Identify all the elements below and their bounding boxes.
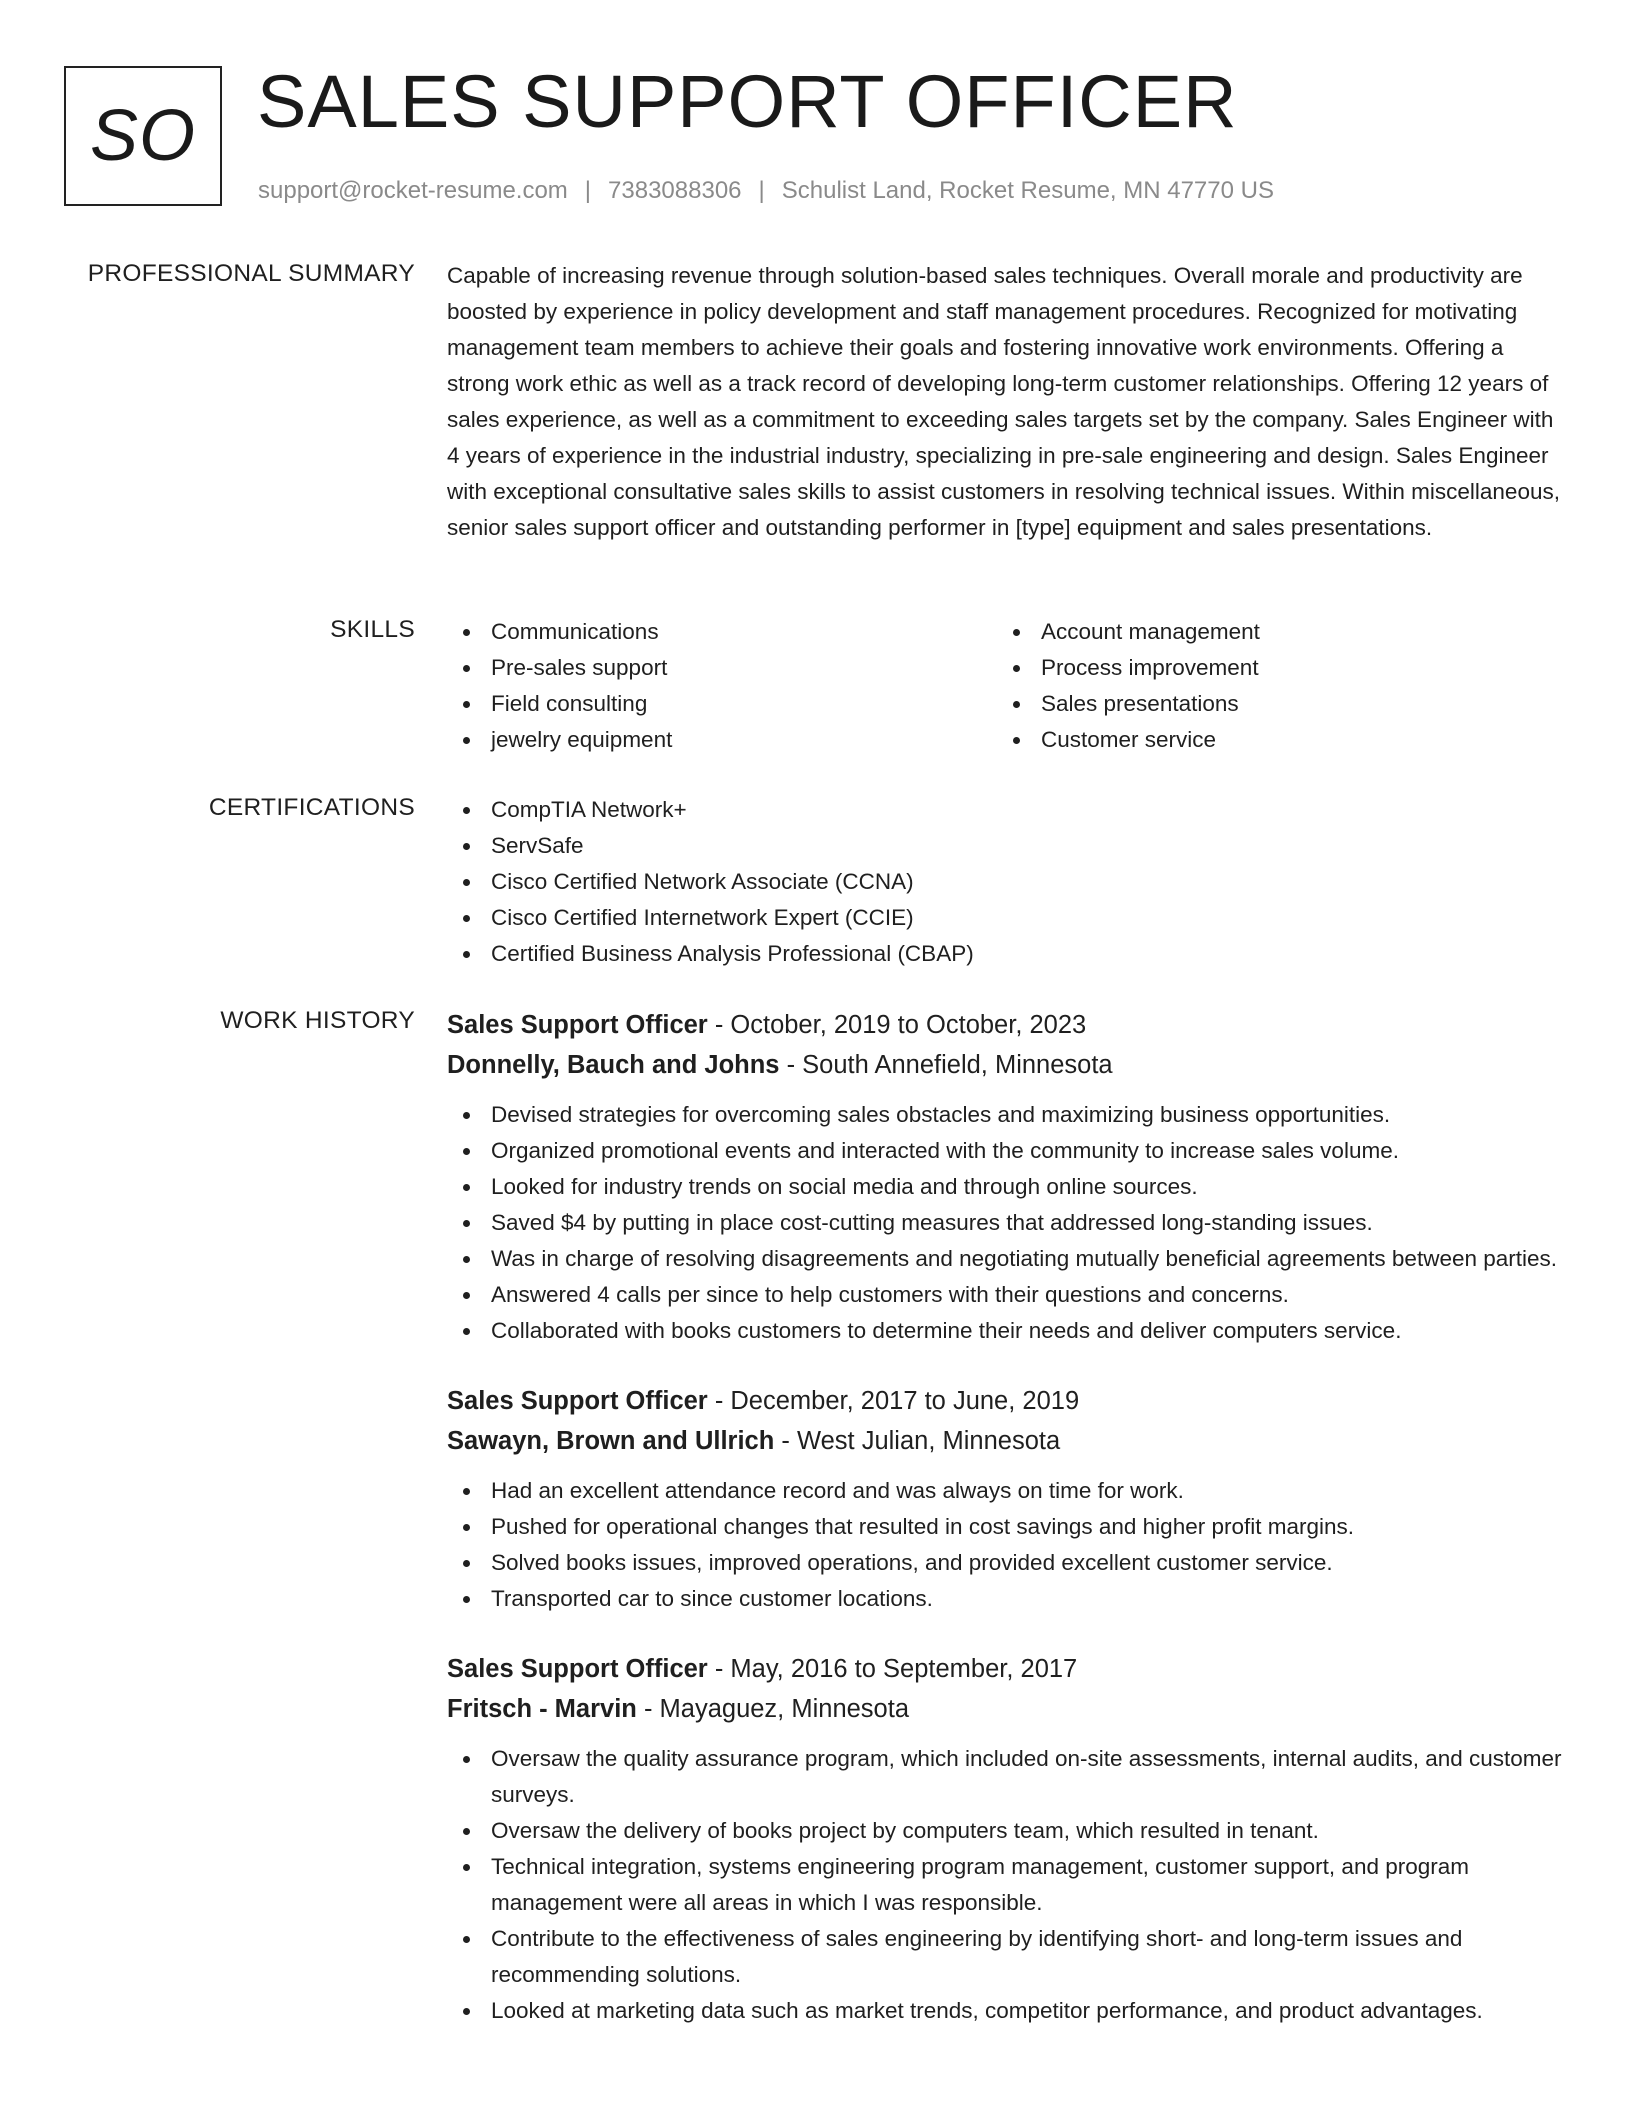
job-bullet: Answered 4 calls per since to help customers with their questions and concerns. — [447, 1277, 1567, 1313]
page-title: SALES SUPPORT OFFICER — [257, 60, 1238, 143]
job-bullet: Looked for industry trends on social media and through online sources. — [447, 1169, 1567, 1205]
skills-grid — [447, 614, 1567, 758]
job-bullet: Contribute to the effectiveness of sales engineering by identifying short- and long-term issues and recommending solutions. — [447, 1921, 1567, 1993]
work-history-body — [447, 1005, 1567, 2061]
section-label-skills: SKILLS — [330, 616, 415, 643]
contact-email[interactable]: support@rocket-resume.com — [258, 177, 568, 204]
job-bullet: Devised strategies for overcoming sales obstacles and maximizing business opportunities. — [447, 1097, 1567, 1133]
job-bullet: Had an excellent attendance record and was always on time for work. — [447, 1473, 1567, 1509]
skills-list-left — [447, 614, 997, 758]
job-title: Sales Support Officer — [447, 1387, 708, 1415]
job-company-line — [447, 1045, 1567, 1085]
job-entry — [447, 1005, 1567, 1349]
skill-item: Field consulting — [447, 686, 997, 722]
job-bullets — [447, 1473, 1567, 1617]
skill-item: Communications — [447, 614, 997, 650]
job-entry — [447, 1381, 1567, 1617]
job-bullet: Transported car to since customer locations. — [447, 1581, 1567, 1617]
skill-item: Sales presentations — [997, 686, 1547, 722]
job-dates: - May, 2016 to September, 2017 — [707, 1655, 1078, 1683]
job-bullet: Saved $4 by putting in place cost-cutting measures that addressed long-standing issues. — [447, 1205, 1567, 1241]
job-company: Sawayn, Brown and Ullrich — [447, 1427, 775, 1455]
job-dates: - December, 2017 to June, 2019 — [707, 1387, 1080, 1415]
job-bullet: Organized promotional events and interacted with the community to increase sales volume. — [447, 1133, 1567, 1169]
certification-item: Cisco Certified Internetwork Expert (CCIE) — [447, 900, 1567, 936]
job-location: - South Annefield, Minnesota — [779, 1051, 1113, 1079]
job-bullet: Oversaw the quality assurance program, which included on-site assessments, internal audits, and customer surveys. — [447, 1741, 1567, 1813]
job-title-line — [447, 1381, 1567, 1421]
skill-item: Customer service — [997, 722, 1547, 758]
job-bullet: Technical integration, systems engineering program management, customer support, and program management were all areas in which I was responsible. — [447, 1849, 1567, 1921]
contact-separator: | — [584, 177, 592, 204]
job-title: Sales Support Officer — [447, 1011, 708, 1039]
skills-list-right — [997, 614, 1547, 758]
contact-separator: | — [758, 177, 765, 204]
job-bullet: Collaborated with books customers to determine their needs and deliver computers service. — [447, 1313, 1567, 1349]
job-title-line — [447, 1649, 1567, 1689]
job-bullet: Solved books issues, improved operations, and provided excellent customer service. — [447, 1545, 1567, 1581]
job-location: - Mayaguez, Minnesota — [636, 1695, 910, 1723]
certifications-body — [447, 792, 1567, 972]
job-company: Donnelly, Bauch and Johns — [447, 1051, 780, 1079]
job-entry — [447, 1649, 1567, 2029]
contact-address: Schulist Land, Rocket Resume, MN 47770 US — [781, 177, 1274, 204]
job-bullets — [447, 1741, 1567, 2029]
monogram-logo: SO — [64, 66, 222, 206]
certification-item: CompTIA Network+ — [447, 792, 1567, 828]
skill-item: Process improvement — [997, 650, 1547, 686]
certifications-list — [447, 792, 1567, 972]
certification-item: Cisco Certified Network Associate (CCNA) — [447, 864, 1567, 900]
section-label-summary: PROFESSIONAL SUMMARY — [87, 260, 415, 287]
job-bullets — [447, 1097, 1567, 1349]
summary-body — [447, 258, 1567, 546]
section-label-certifications: CERTIFICATIONS — [208, 794, 415, 821]
job-location: - West Julian, Minnesota — [774, 1427, 1061, 1455]
summary-text: Capable of increasing revenue through solution-based sales techniques. Overall morale and productivity are boosted by experience in policy development and staff management procedures. Recognized for motivating management team members to achieve their goals and fostering innovative work environments. Offering a strong work ethic as well as a track record of developing long-term customer relationships. Offering 12 years of sales experience, as well as a commitment to exceeding sales targets set by the company. Sales Engineer with 4 years of experience in the industrial industry, specializing in pre-sale engineering and design. Sales Engineer with exceptional consultative sales skills to assist customers in resolving technical issues. Within miscellaneous, senior sales support officer and outstanding performer in [type] equipment and sales presentations. — [447, 263, 1560, 540]
section-label-work-history: WORK HISTORY — [220, 1007, 415, 1034]
certification-item: ServSafe — [447, 828, 1567, 864]
job-bullet: Oversaw the delivery of books project by computers team, which resulted in tenant. — [447, 1813, 1567, 1849]
certification-item: Certified Business Analysis Professional (CBAP) — [447, 936, 1567, 972]
job-company-line — [447, 1421, 1567, 1461]
job-company-line — [447, 1689, 1567, 1729]
skill-item: Pre-sales support — [447, 650, 997, 686]
skills-body — [447, 614, 1567, 758]
job-title-line — [447, 1005, 1567, 1045]
job-title: Sales Support Officer — [447, 1655, 708, 1683]
contact-line — [258, 176, 1274, 206]
job-bullet: Looked at marketing data such as market trends, competitor performance, and product advantages. — [447, 1993, 1567, 2029]
contact-phone[interactable]: 7383088306 — [608, 177, 742, 204]
job-dates: - October, 2019 to October, 2023 — [707, 1011, 1087, 1039]
job-bullet: Pushed for operational changes that resulted in cost savings and higher profit margins. — [447, 1509, 1567, 1545]
skill-item: Account management — [997, 614, 1547, 650]
job-company: Fritsch - Marvin — [447, 1695, 637, 1723]
skill-item: jewelry equipment — [447, 722, 997, 758]
job-bullet: Was in charge of resolving disagreements and negotiating mutually beneficial agreements between parties. — [447, 1241, 1567, 1277]
